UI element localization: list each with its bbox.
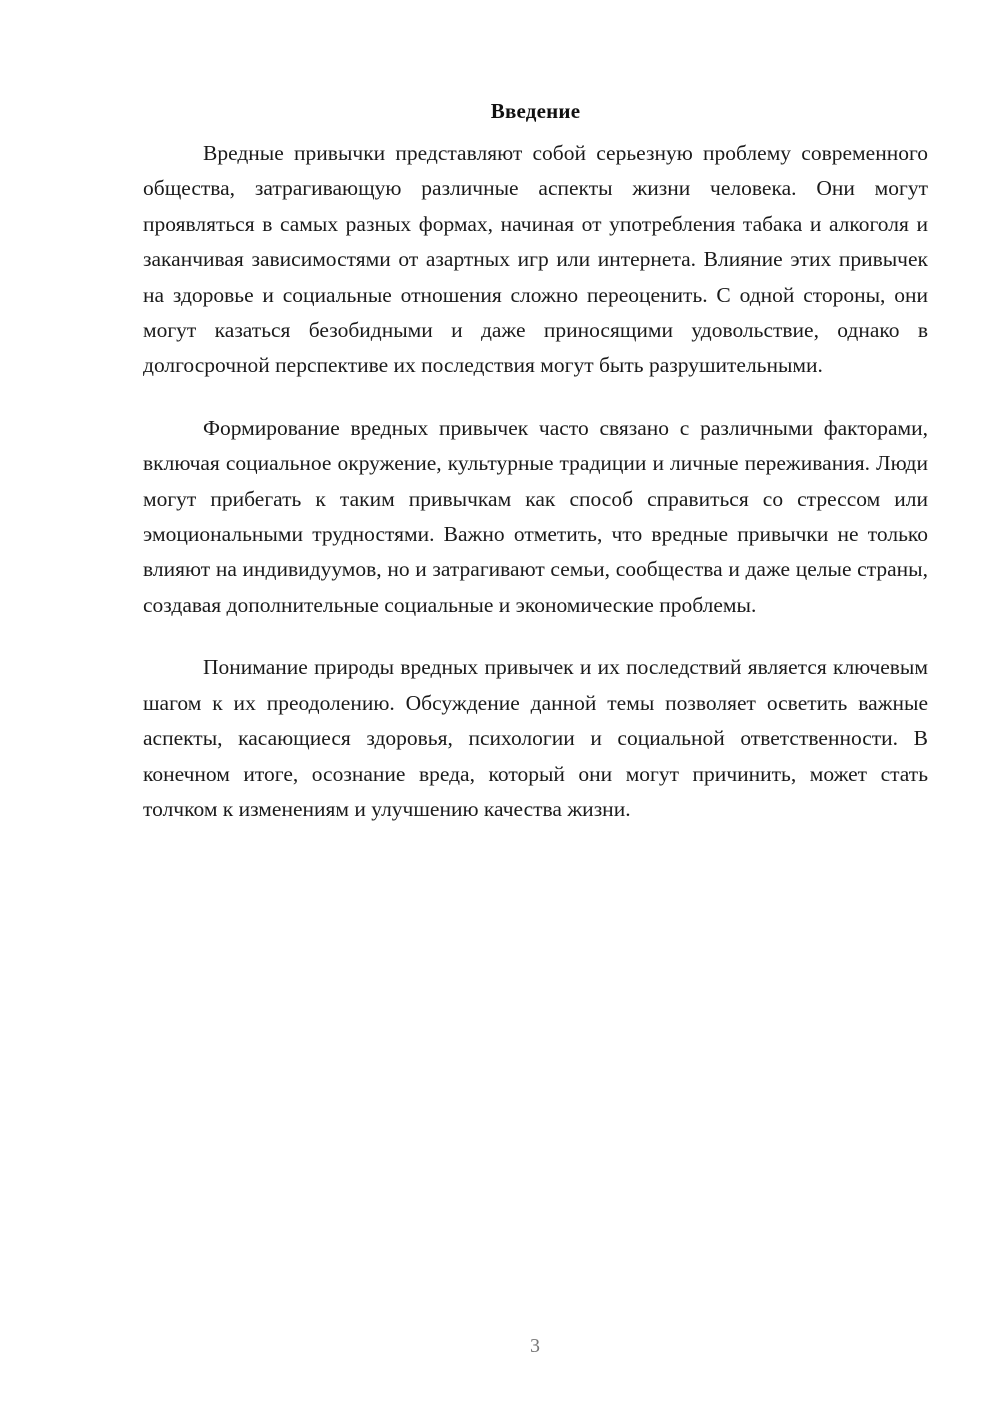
page-number: 3 bbox=[530, 1335, 540, 1357]
paragraph-2: Формирование вредных привычек часто связано с различными факторами, включая социальное окружение, культурные традиции и личные переживания. Люди могут прибегать к таким привычкам как способ справиться со стрессом или эмоциональными трудностями. Важно отметить, что вредные привычки не только влияют на индивидуумов, но и затрагивают семьи, сообщества и даже целые страны, создавая дополнительные социальные и экономические проблемы. bbox=[143, 415, 928, 617]
paragraph-3: Понимание природы вредных привычек и их последствий является ключевым шагом к их преодолению. Обсуждение данной темы позволяет осветить важные аспекты, касающиеся здоровья, психологии и социальной ответственности. В конечном итоге, осознание вреда, который они могут причинить, может стать толчком к изменениям и улучшению качества жизни. bbox=[143, 655, 928, 821]
page-content bbox=[143, 96, 928, 827]
section-title: Введение bbox=[490, 99, 581, 123]
paragraph-1: Вредные привычки представляют собой серьезную проблему современного общества, затрагивающую различные аспекты жизни человека. Они могут проявляться в самых разных формах, начиная от употребления табака и алкоголя и заканчивая зависимостями от азартных игр или интернета. Влияние этих привычек на здоровье и социальные отношения сложно переоценить. С одной стороны, они могут казаться безобидными и даже приносящими удовольствие, однако в долгосрочной перспективе их последствия могут быть разрушительными. bbox=[143, 141, 928, 378]
